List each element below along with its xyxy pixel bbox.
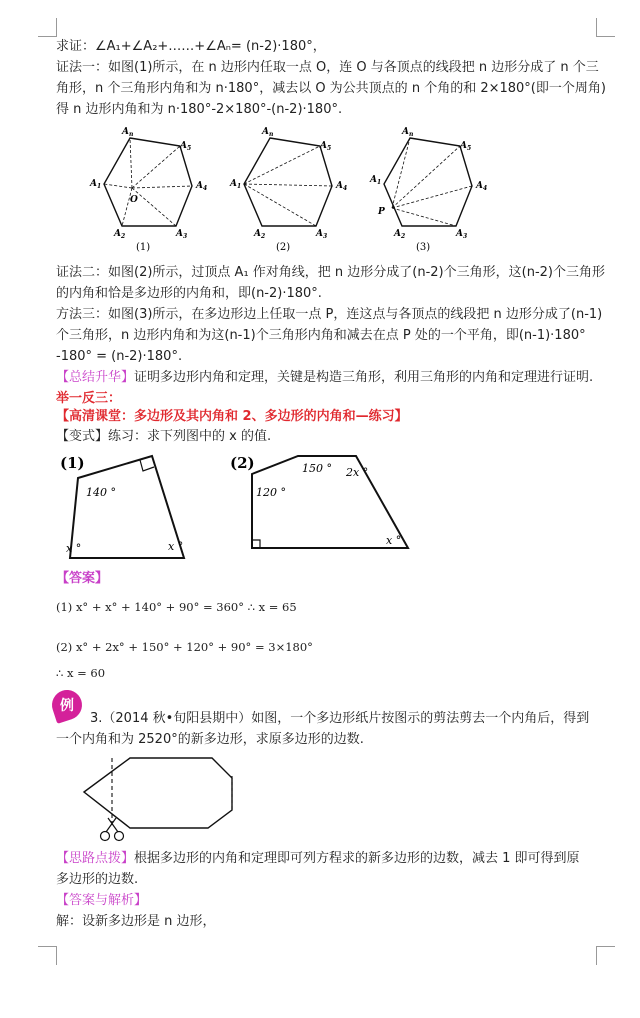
label-a1: $A_1$ — [370, 175, 382, 186]
figure-number-2: (2) — [230, 454, 255, 472]
summary-line — [56, 369, 593, 387]
proof2-line2: 的内角和恰是多边形的内角和，即(n-2)·180°. — [56, 286, 322, 301]
label-an: $A_n$ — [402, 127, 414, 138]
example-line2: 一个内角和为 2520°的新多边形，求原多边形的边数. — [56, 732, 364, 747]
answer-1: (1) x° + x° + 140° + 90° = 360° ∴ x = 65 — [56, 600, 297, 614]
caption-3: (3) — [416, 242, 431, 253]
angle-140: 140 ° — [86, 486, 116, 499]
label-an: $A_n$ — [262, 127, 274, 138]
solution-line: 解：设新多边形是 n 边形， — [56, 914, 216, 929]
angle-2x: 2x ° — [346, 466, 369, 479]
proof3-line2: 个三角形，n 边形内角和为这(n-1)个三角形内角和减去在点 P 处的一个平角，即(n-1)·180° — [56, 328, 586, 343]
caption-1: (1) — [136, 242, 151, 253]
label-a1: $A_1$ — [230, 179, 242, 190]
angle-x-left: x ° — [66, 542, 82, 555]
angle-x: x ° — [386, 534, 402, 547]
practice-heading: 举一反三： — [56, 391, 122, 406]
example-badge: 例 — [48, 686, 86, 724]
proof1-line2: 角形，n 个三角形内角和为 n·180°，减去以 O 为公共顶点的 n 个角的和 2×180°(即一个周角) — [56, 81, 606, 96]
hexagon-figure-3 — [369, 127, 487, 253]
summary-tag: 【总结升华】 — [56, 370, 135, 385]
caption-2: (2) — [276, 242, 291, 253]
hint-tag: 【思路点拨】 — [56, 851, 135, 866]
label-a5: $A_5$ — [180, 141, 192, 152]
hint-line2: 多边形的边数. — [56, 872, 139, 887]
label-a5: $A_5$ — [320, 141, 332, 152]
hexagon-figure-1 — [89, 127, 207, 253]
label-a3: $A_3$ — [456, 229, 468, 240]
variant-question: 【变式】练习：求下列图中的 x 的值. — [56, 429, 272, 444]
solution-tag: 【答案与解析】 — [56, 893, 148, 908]
label-a4: $A_4$ — [476, 181, 488, 192]
label-a3: $A_3$ — [316, 229, 328, 240]
hint-line1 — [56, 850, 580, 868]
angle-120: 120 ° — [256, 486, 286, 499]
hint-text: 根据多边形的内角和定理即可列方程求的新多边形的边数，减去 1 即可得到原 — [134, 851, 580, 866]
example-line1: 3.（2014 秋•旬阳县期中）如图，一个多边形纸片按图示的剪法剪去一个内角后，得到 — [90, 711, 590, 726]
answer-tag: 【答案】 — [56, 571, 109, 586]
label-a5: $A_5$ — [460, 141, 472, 152]
proof3-line3: -180° = (n-2)·180°. — [56, 349, 183, 364]
crop-mark-top-left — [38, 18, 57, 37]
proof1-line1: 证法一：如图(1)所示，在 n 边形内任取一点 O，连 O 与各顶点的线段把 n 边形分成了 n 个三 — [56, 60, 599, 75]
hexagon-figure-2 — [229, 127, 347, 253]
label-o: O — [130, 195, 138, 205]
summary-text: 证明多边形内角和定理，关键是构造三角形，利用三角形的内角和定理进行证明. — [134, 370, 594, 385]
cut-polygon-figure — [80, 752, 250, 848]
label-a4: $A_4$ — [196, 181, 208, 192]
label-a2: $A_2$ — [254, 229, 266, 240]
crop-mark-top-right — [596, 18, 615, 37]
angle-x-right: x ° — [168, 540, 184, 553]
label-a1: $A_1$ — [90, 179, 102, 190]
proof-statement: 求证：∠A₁+∠A₂+……+∠Aₙ= (n-2)·180°， — [56, 39, 326, 54]
label-a3: $A_3$ — [176, 229, 188, 240]
exercise-figures — [56, 448, 436, 568]
angle-150: 150 ° — [302, 462, 332, 475]
classroom-heading: 【高清课堂：多边形及其内角和 2、多边形的内角和—练习】 — [56, 409, 408, 424]
label-p: P — [378, 207, 385, 217]
label-a4: $A_4$ — [336, 181, 348, 192]
proof1-line3: 得 n 边形内角和为 n·180°-2×180°-(n-2)·180°. — [56, 102, 343, 117]
label-a2: $A_2$ — [114, 229, 126, 240]
proof3-line1: 方法三：如图(3)所示，在多边形边上任取一点 P，连这点与各顶点的线段把 n 边形分成了(n-1) — [56, 307, 603, 322]
label-a2: $A_2$ — [394, 229, 406, 240]
label-an: $A_n$ — [122, 127, 134, 138]
figure-number-1: (1) — [60, 454, 85, 472]
proof2-line1: 证法二：如图(2)所示，过顶点 A₁ 作对角线，把 n 边形分成了(n-2)个三角形，这(n-2)个三角形 — [56, 265, 605, 280]
crop-mark-bottom-left — [38, 946, 57, 965]
crop-mark-bottom-right — [596, 946, 615, 965]
answer-3: ∴ x = 60 — [56, 666, 106, 680]
hexagon-proof-figures — [80, 122, 520, 262]
answer-2: (2) x° + 2x° + 150° + 120° + 90° = 3×180° — [56, 640, 313, 654]
